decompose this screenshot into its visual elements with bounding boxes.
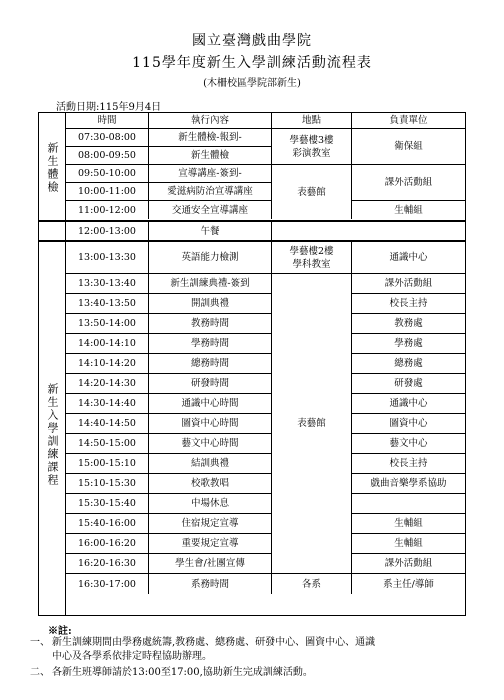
lunch-time: 12:00-13:00	[66, 222, 149, 240]
note-2	[30, 666, 313, 680]
table-row-unit: 通識中心	[352, 242, 465, 274]
location-cell: 各系	[272, 574, 352, 594]
table-row-content: 學務時間	[149, 334, 272, 354]
table-row-content: 新生訓練典禮-簽到	[149, 274, 272, 294]
table-row-content: 圖資中心時間	[149, 414, 272, 434]
table-row-content: 研發時間	[149, 374, 272, 394]
table-row-content: 教務時間	[149, 314, 272, 334]
table-row-time: 14:00-14:10	[66, 334, 149, 354]
note-1-line1: 新生訓練期間由學務處統籌,教務處、總務處、研發中心、圖資中心、通識	[52, 637, 376, 648]
table-row-time: 11:00-12:00	[66, 201, 149, 219]
table-row-time: 13:40-13:50	[66, 294, 149, 314]
lunch-content: 午餐	[149, 222, 272, 240]
table-row-time: 13:00-13:30	[66, 242, 149, 274]
table-row-content: 新生體檢	[149, 147, 272, 165]
table-row-time: 14:40-14:50	[66, 414, 149, 434]
table-row-content: 中場休息	[149, 494, 272, 514]
location-cell: 學藝樓2樓 學科教室	[272, 242, 352, 274]
table-row-unit: 藝文中心	[352, 434, 465, 454]
column-header: 時間	[66, 113, 149, 129]
note-2-marker: 二、	[30, 667, 50, 678]
table-row-time: 07:30-08:00	[66, 129, 149, 147]
table-row-content: 校歌教唱	[149, 474, 272, 494]
table-row-time: 14:50-15:00	[66, 434, 149, 454]
note-1-marker: 一、	[30, 637, 50, 648]
table-row-unit: 通識中心	[352, 394, 465, 414]
table-row-time: 13:30-13:40	[66, 274, 149, 294]
table-row-time: 15:10-15:30	[66, 474, 149, 494]
table-row-content: 藝文中心時間	[149, 434, 272, 454]
table-row-time: 14:30-14:40	[66, 394, 149, 414]
column-header: 負責單位	[352, 113, 465, 129]
table-row-time: 13:50-14:00	[66, 314, 149, 334]
document-title: 115學年度新生入學訓練活動流程表	[132, 55, 372, 71]
location-cell: 表藝館	[272, 165, 352, 219]
table-row-content: 重要規定宣導	[149, 534, 272, 554]
table-row-unit	[352, 494, 465, 514]
notes-title: ※註:	[48, 626, 72, 637]
table-row-time: 10:00-11:00	[66, 183, 149, 201]
table-row-unit: 課外活動組	[352, 274, 465, 294]
table-row-content: 結訓典禮	[149, 454, 272, 474]
block2-label: 新生入學訓練課程	[46, 383, 59, 487]
table-row-content: 新生體檢-報到-	[149, 129, 272, 147]
table-row-unit: 圖資中心	[352, 414, 465, 434]
table-row-unit: 教務處	[352, 314, 465, 334]
table-row-time: 15:40-16:00	[66, 514, 149, 534]
unit-cell: 衛保組	[352, 129, 465, 165]
table-row-content: 愛滋病防治宣導講座	[149, 183, 272, 201]
unit-cell: 課外活動組	[352, 165, 465, 201]
table-row-content: 交通安全宣導講座	[149, 201, 272, 219]
location-cell: 學藝樓3樓 彩演教室	[272, 129, 352, 165]
location-cell: 表藝館	[272, 274, 352, 574]
unit-cell: 生輔組	[394, 204, 423, 216]
table-row-content: 通識中心時間	[149, 394, 272, 414]
table-row-unit: 校長主持	[352, 454, 465, 474]
table-row-unit: 系主任/導師	[383, 578, 434, 590]
table-row-time: 09:50-10:00	[66, 165, 149, 183]
table-row-content: 英語能力檢測	[149, 242, 272, 274]
table-row-unit: 生輔組	[352, 534, 465, 554]
table-row-time: 16:00-16:20	[66, 534, 149, 554]
note-1	[30, 636, 375, 664]
column-header: 執行內容	[149, 113, 272, 129]
table-row-content: 總務時間	[149, 354, 272, 374]
table-row-content: 住宿規定宣導	[149, 514, 272, 534]
table-row-time: 14:20-14:30	[66, 374, 149, 394]
activity-date: 活動日期:115年9月4日	[56, 102, 162, 113]
table-row-time: 16:20-16:30	[66, 554, 149, 574]
table-row-time: 15:00-15:10	[66, 454, 149, 474]
table-row-unit: 研發處	[352, 374, 465, 394]
school-name: 國立臺灣戲曲學院	[192, 33, 312, 49]
table-row-time: 16:30-17:00	[66, 574, 149, 594]
table-row-content: 宣導講座-簽到-	[149, 165, 272, 183]
document-subtitle: (木柵校區學院部新生)	[203, 78, 301, 89]
note-2-line1: 各新生班導師請於13:00至17:00,協助新生完成訓練活動。	[52, 667, 313, 678]
table-row-unit: 總務處	[352, 354, 465, 374]
table-row-time: 15:30-15:40	[66, 494, 149, 514]
table-row-unit: 課外活動組	[352, 554, 465, 574]
table-row-unit: 生輔組	[352, 514, 465, 534]
column-header: 地點	[272, 113, 352, 129]
table-row-unit: 戲曲音樂學系協助	[352, 474, 465, 494]
block1-label: 新生體檢	[46, 142, 59, 194]
table-row-content: 開訓典禮	[149, 294, 272, 314]
table-row-time: 14:10-14:20	[66, 354, 149, 374]
table-row-unit: 學務處	[352, 334, 465, 354]
table-row-content: 系務時間	[149, 574, 272, 594]
table-row-unit: 校長主持	[352, 294, 465, 314]
note-1-line2: 中心及各學系依排定時程協助辦理。	[52, 651, 212, 662]
table-row-content: 學生會/社團宣傳	[149, 554, 272, 574]
table-row-time: 08:00-09:50	[66, 147, 149, 165]
